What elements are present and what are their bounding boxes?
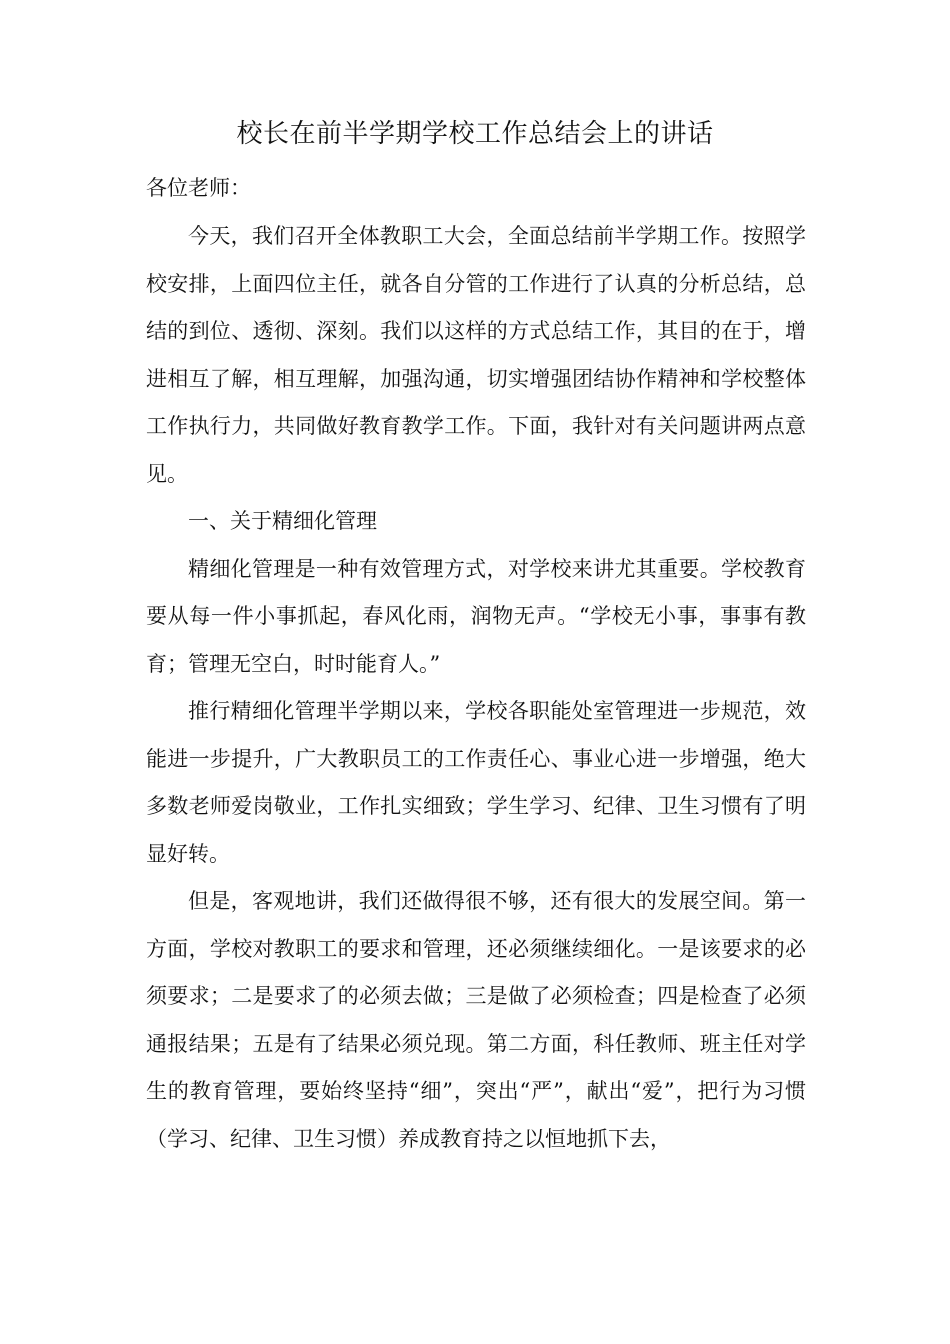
- paragraph-opening: 今天，我们召开全体教职工大会，全面总结前半学期工作。按照学校安排，上面四位主任，就各自分管的工作进行了认真的分析总结，总结的到位、透彻、深刻。我们以这样的方式总结工作，其目的在于，增进相互了解，相互理解，加强沟通，切实增强团结协作精神和学校整体工作执行力，共同做好教育教学工作。下面，我针对有关问题讲两点意见。: [146, 224, 806, 486]
- section-heading-1: 一、关于精细化管理: [188, 509, 377, 533]
- paragraph-fine-management-intro: 精细化管理是一种有效管理方式，对学校来讲尤其重要。学校教育要从每一件小事抓起，春风化雨，润物无声。“学校无小事，事事有教育；管理无空白，时时能育人。”: [146, 556, 806, 676]
- salutation: 各位老师：: [146, 176, 251, 200]
- paragraph-fine-management-gaps: 但是，客观地讲，我们还做得很不够，还有很大的发展空间。第一方面，学校对教职工的要求和管理，还必须继续细化。一是该要求的必须要求；二是要求了的必须去做；三是做了必须检查；四是检查了必须通报结果；五是有了结果必须兑现。第二方面，科任教师、班主任对学生的教育管理，要始终坚持“细”，突出“严”，献出“爱”，把行为习惯（学习、纪律、卫生习惯）养成教育持之以恒地抓下去，: [146, 889, 806, 1151]
- document-body: [146, 213, 806, 1163]
- document-title: 校长在前半学期学校工作总结会上的讲话: [236, 119, 714, 149]
- paragraph-fine-management-progress: 推行精细化管理半学期以来，学校各职能处室管理进一步规范，效能进一步提升，广大教职员工的工作责任心、事业心进一步增强，绝大多数老师爱岗敬业，工作扎实细致；学生学习、纪律、卫生习惯有了明显好转。: [146, 699, 806, 866]
